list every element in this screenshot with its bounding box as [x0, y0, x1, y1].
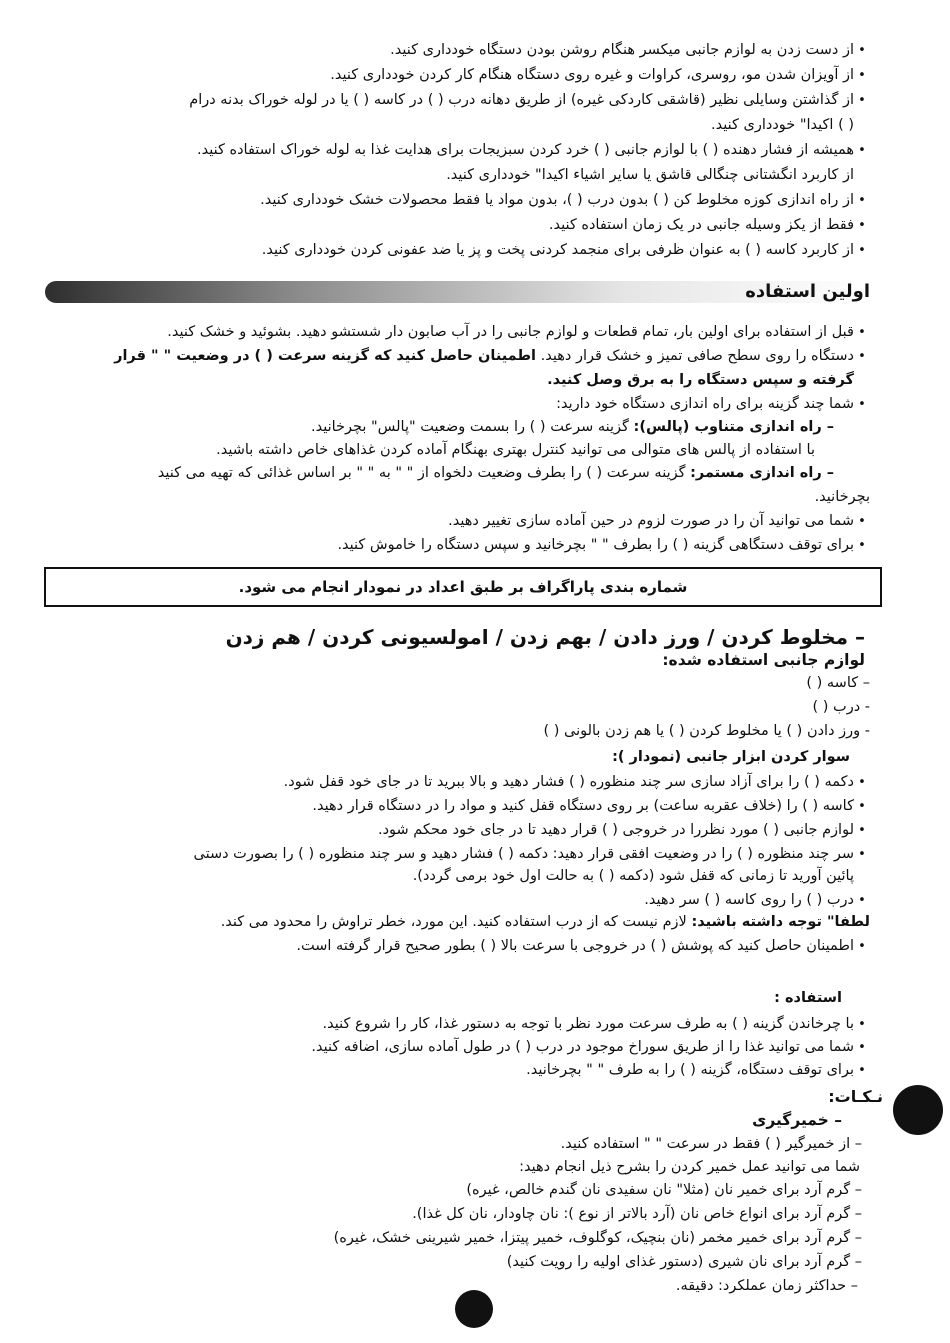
- use-step: • با چرخاندن گزینه ( ) به طرف سرعت مورد نظر با توجه به دستور غذا، کار را شروع کنید.: [323, 1014, 870, 1035]
- first-use-line: • برای توقف دستگاهی گزینه ( ) را بطرف " " بچرخانید و سپس دستگاه را خاموش کنید.: [337, 535, 870, 556]
- intro-bullet: • از دست زدن به لوازم جانبی میکسر هنگام روشن بودن دستگاه خودداری کنید.: [390, 40, 870, 61]
- section-title-first-use: اولین استفاده: [745, 281, 870, 302]
- mounting-step: • کاسه ( ) را (خلاف عقربه ساعت) بر روی دستگاه قفل کنید و مواد را در دستگاه قرار دهید.: [312, 796, 870, 817]
- use-step: • برای توقف دستگاه، گزینه ( ) را به طرف " " بچرخانید.: [526, 1060, 870, 1081]
- first-use-line: • قبل از استفاده برای اولین بار، تمام قطعات و لوازم جانبی را در آب صابون دار شستشو دهید. بشوئید و خشک کنید.: [167, 322, 870, 343]
- kneading-heading: – خمیرگیری: [752, 1111, 842, 1129]
- intro-bullet: • از راه اندازی کوزه مخلوط کن ( ) بدون درب ( )، بدون مواد یا فقط محصولات خشک خودداری کنید.: [260, 190, 870, 211]
- flour-type-item: – گرم آرد برای خمیر نان (مثلا" نان سفیدی نان گندم خالص، غیره): [466, 1182, 862, 1198]
- pulse-mode-note: با استفاده از پالس های متوالی می توانید کنترل بهتری بهنگام آماده کردن غذاهای خاص داشته باشید.: [216, 442, 815, 458]
- accessory-item: - ورز دادن ( ) یا مخلوط کردن ( ) یا هم زدن بالونی ( ): [543, 723, 870, 739]
- first-use-line: • دستگاه را روی سطح صافی تمیز و خشک قرار دهید. اطمینان حاصل کنید که گزینه سرعت ( ) در وضعیت " " قرار: [114, 346, 870, 367]
- mounting-step: • درب ( ) را روی کاسه ( ) سر دهید.: [644, 890, 870, 911]
- intro-bullet-continuation: ( ) اکیدا" خودداری کنید.: [711, 117, 854, 133]
- max-time-line: – حداکثر زمان عملکرد: دقیقه.: [675, 1278, 858, 1294]
- accessories-heading: لوازم جانبی استفاده شده:: [662, 651, 865, 669]
- intro-bullet: • از کاربرد کاسه ( ) به عنوان ظرفی برای منجمد کردنی پخت و پز یا ضد عفونی کردن خودداری کنید.: [262, 240, 870, 261]
- intro-bullet: • از آویزان شدن مو، روسری، کراوات و غیره روی دستگاه هنگام کار کردن خودداری کنید.: [330, 65, 870, 86]
- use-heading: استفاده :: [774, 990, 842, 1006]
- mounting-step-continuation: پائین آورید تا زمانی که قفل شود (دکمه ( ) به حالت اول خود برمی گردد).: [412, 868, 854, 884]
- first-use-emphasis-continuation: گرفته و سپس دستگاه را به برق وصل کنید.: [547, 372, 854, 388]
- intro-bullet: • همیشه از فشار دهنده ( ) با لوازم جانبی ( ) خرد کردن سبزیجات برای هدایت غذا به لوله خوراک استفاده کنید.: [197, 140, 870, 161]
- flour-type-item: – گرم آرد برای انواع خاص نان (آرد بالاتر از نوع ): نان چاودار، نان کل غذا).: [412, 1206, 862, 1222]
- continuous-mode-line: – راه اندازی مستمر: گزینه سرعت ( ) را بطرف وضعیت دلخواه از " " به " " بر اساس غذائی که تهیه می کنید: [157, 465, 834, 481]
- accessory-item: – کاسه ( ): [806, 675, 870, 691]
- section-marker-circle: [893, 1085, 943, 1135]
- intro-bullet: • فقط از یکز وسیله جانبی در یک زمان استفاده کنید.: [549, 215, 870, 236]
- section-title-mixing: – مخلوط کردن / ورز دادن / بهم زدن / امولسیونی کردن / هم زدن: [225, 625, 865, 649]
- mounting-step: • اطمینان حاصل کنید که پوشش ( ) در خروجی با سرعت بالا ( ) بطور صحیح قرار گرفته است.: [296, 936, 870, 957]
- mounting-heading: سوار کردن ابزار جانبی (نمودار ):: [612, 749, 850, 765]
- notice-box: شماره بندی پاراگراف بر طبق اعداد در نمودار انجام می شود.: [44, 567, 882, 607]
- page-marker-circle: [455, 1290, 493, 1328]
- use-step: • شما می توانید غذا را از طریق سوراخ موجود در درب ( ) در طول آماده سازی، اضافه کنید.: [311, 1037, 870, 1058]
- kneading-line: شما می توانید عمل خمیر کردن را بشرح ذیل انجام دهید:: [519, 1159, 860, 1175]
- attention-note: لطفا" توجه داشته باشید: لازم نیست که از درب استفاده کنید. این مورد، خطر تراوش را محدود می کند.: [220, 914, 870, 930]
- intro-bullet: • از گذاشتن وسایلی نظیر (قاشقی کاردکی غیره) از طریق دهانه درب ( ) در کاسه ( ) یا در لوله خوراک بدنه درام: [189, 90, 870, 111]
- first-use-line: • شما می توانید آن را در صورت لزوم در حین آماده سازی تغییر دهید.: [448, 511, 870, 532]
- flour-type-item: – گرم آرد برای خمیر مخمر (نان بنچیک، کوگلوف، خمیر پیتزا، خمیر شیرینی خشک، غیره): [333, 1230, 862, 1246]
- mounting-step: • سر چند منظوره ( ) را در وضعیت افقی قرار دهید: دکمه ( ) فشار دهید و سر چند منظوره ( ) را بصورت دستی: [194, 844, 871, 865]
- notes-heading: نـکـات:: [828, 1087, 883, 1106]
- accessory-item: - درب ( ): [812, 699, 870, 715]
- mounting-step: • دکمه ( ) را برای آزاد سازی سر چند منظوره ( ) فشار دهید و بالا ببرید تا در جای خود قفل شود.: [284, 772, 870, 793]
- first-use-line: • شما چند گزینه برای راه اندازی دستگاه خود دارید:: [556, 394, 870, 415]
- first-use-emphasis: اطمینان حاصل کنید که گزینه سرعت ( ) در وضعیت " " قرار: [114, 348, 537, 364]
- continuous-mode-continuation: بچرخانید.: [814, 489, 870, 505]
- intro-bullet-continuation: از کاربرد انگشتانی چنگالی قاشق یا سایر اشیاء اکیدا" خودداری کنید.: [446, 167, 854, 183]
- mounting-step: • لوازم جانبی ( ) مورد نظررا در خروجی ( ) قرار دهید تا در جای خود محکم شود.: [378, 820, 870, 841]
- kneading-line: – از خمیرگیر ( ) فقط در سرعت " " استفاده کنید.: [560, 1136, 862, 1152]
- pulse-mode-line: – راه اندازی متناوب (پالس): گزینه سرعت ( ) را بسمت وضعیت "پالس" بچرخانید.: [310, 419, 834, 435]
- flour-type-item: – گرم آرد برای نان شیری (دستور غذای اولیه را رویت کنید): [506, 1254, 862, 1270]
